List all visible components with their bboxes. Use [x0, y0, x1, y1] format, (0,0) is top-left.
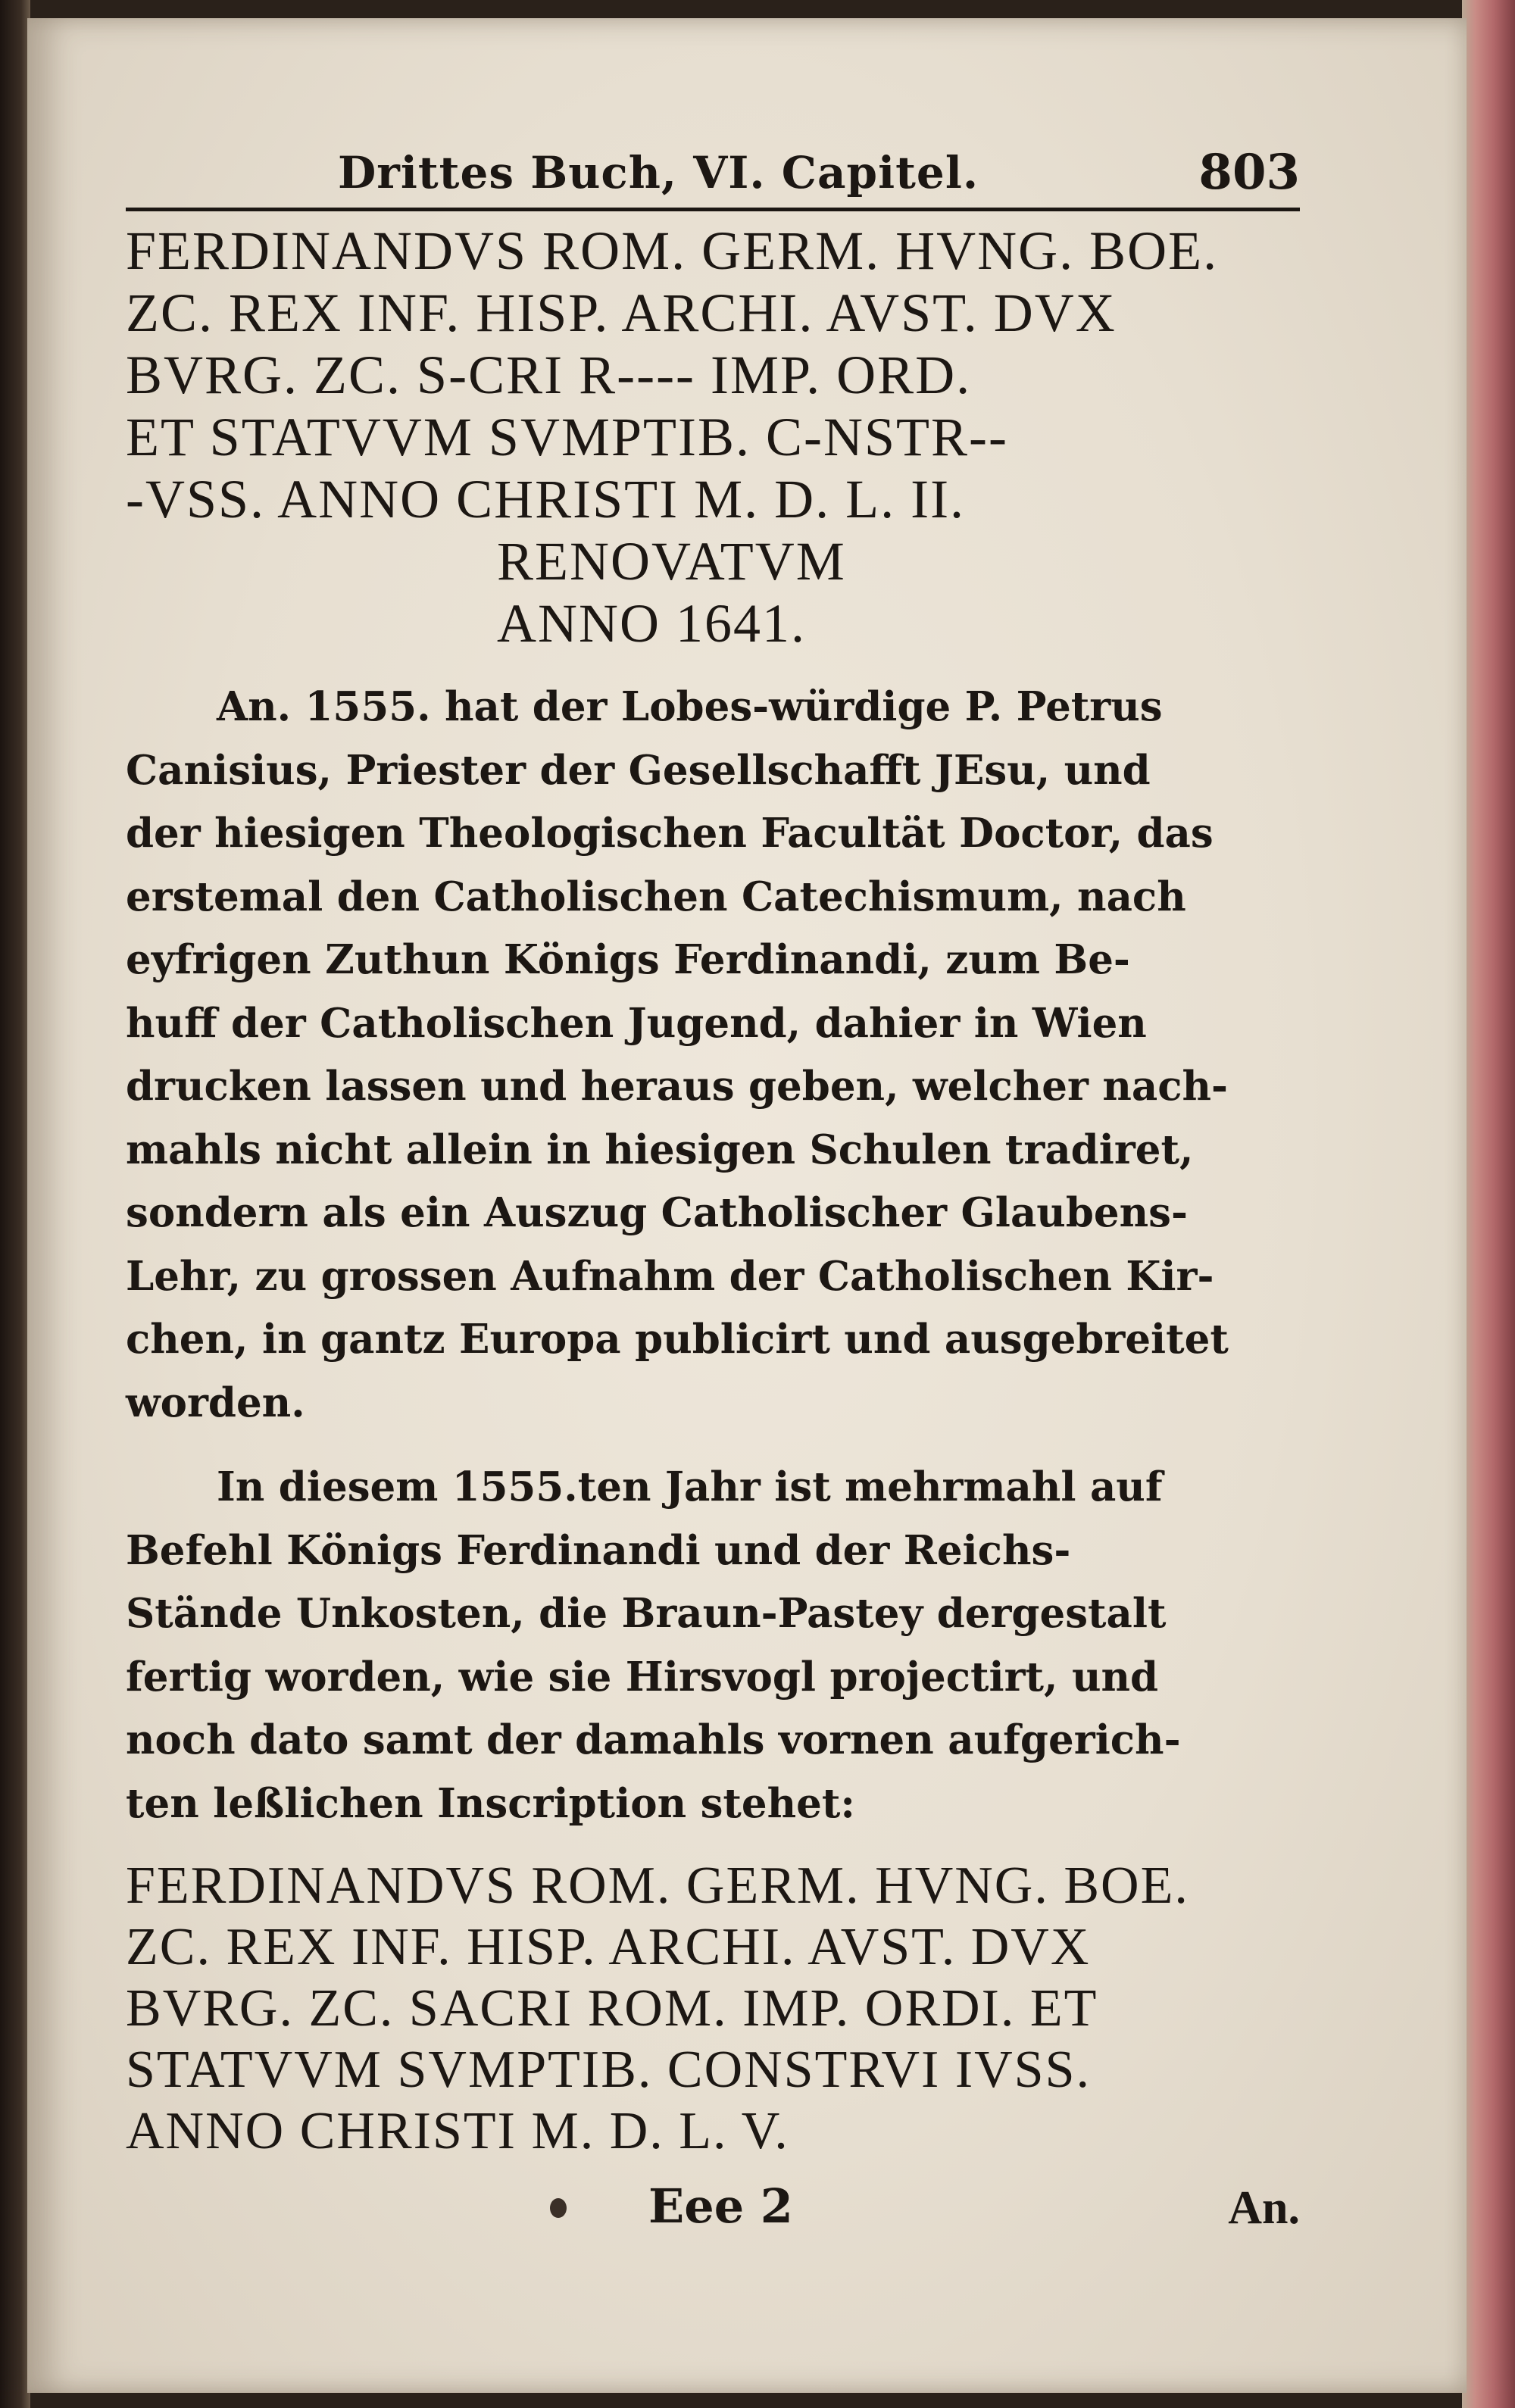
- text-line: sondern als ein Auszug Catholischer Glaubens-: [126, 1189, 1188, 1236]
- inscription-block-2: [126, 1855, 1300, 2162]
- text-line: eyfrigen Zuthun Königs Ferdinandi, zum Be-: [126, 936, 1130, 983]
- text-line: huff der Catholischen Jugend, dahier in Wien: [126, 999, 1147, 1047]
- inscription-line: BVRG. ZC. SACRI ROM. IMP. ORDI. ET: [126, 1979, 1098, 2038]
- text-line: noch dato samt der damahls vornen aufgerich-: [126, 1716, 1181, 1763]
- inscription-line: ZC. REX INF. HISP. ARCHI. AVST. DVX: [126, 1918, 1091, 1976]
- inscription-line: RENOVATVM: [497, 531, 846, 592]
- text-line: In diesem 1555.ten Jahr ist mehrmahl auf: [217, 1463, 1163, 1510]
- ink-blot: [550, 2198, 567, 2218]
- inscription-line: FERDINANDVS ROM. GERM. HVNG. BOE.: [126, 1857, 1189, 1915]
- paragraph-2: [126, 1456, 1300, 1835]
- running-head: [126, 132, 1300, 215]
- text-line: ten leßlichen Inscription stehet:: [126, 1779, 855, 1827]
- inscription-block-1: [126, 220, 1300, 654]
- inscription-line: STATVVM SVMPTIB. CONSTRVI IVSS.: [126, 2041, 1092, 2099]
- book-binding-left: [0, 0, 30, 2408]
- text-line: chen, in gantz Europa publicirt und ausgebreitet: [126, 1316, 1229, 1363]
- paragraph-1: [126, 676, 1300, 1435]
- header-rule: [126, 208, 1300, 211]
- book-page: [27, 18, 1467, 2393]
- inscription-line: BVRG. ZC. S-CRI R---- IMP. ORD.: [126, 345, 972, 405]
- text-line: An. 1555. hat der Lobes-würdige P. Petrus: [217, 683, 1163, 730]
- text-line: fertig worden, wie sie Hirsvogl projectirt, und: [126, 1653, 1159, 1701]
- page-number: 803: [1198, 144, 1300, 201]
- text-line: der hiesigen Theologischen Facultät Doctor, das: [126, 810, 1214, 857]
- text-line: Befehl Königs Ferdinandi und der Reichs-: [126, 1526, 1071, 1574]
- text-line: mahls nicht allein in hiesigen Schulen tradiret,: [126, 1126, 1194, 1173]
- text-line: drucken lassen und heraus geben, welcher nach-: [126, 1063, 1229, 1110]
- page-content: [126, 132, 1300, 2251]
- text-line: Canisius, Priester der Gesellschafft JEsu, und: [126, 746, 1151, 794]
- signature-mark: Eee 2: [648, 2178, 793, 2234]
- inscription-line: ANNO CHRISTI M. D. L. V.: [126, 2102, 789, 2160]
- inscription-line: ZC. REX INF. HISP. ARCHI. AVST. DVX: [126, 283, 1117, 343]
- inscription-line: ANNO 1641.: [497, 593, 806, 654]
- text-line: worden.: [126, 1379, 305, 1426]
- text-line: erstemal den Catholischen Catechismum, nach: [126, 873, 1186, 920]
- text-line: Lehr, zu grossen Aufnahm der Catholischen Kir-: [126, 1252, 1214, 1300]
- running-title: Drittes Buch, VI. Capitel.: [338, 147, 979, 198]
- book-edge-right: [1462, 0, 1515, 2408]
- inscription-line: FERDINANDVS ROM. GERM. HVNG. BOE.: [126, 220, 1219, 281]
- page-footer: [126, 2175, 1300, 2251]
- inscription-line: ET STATVVM SVMPTIB. C-NSTR--: [126, 407, 1009, 467]
- inscription-line: -VSS. ANNO CHRISTI M. D. L. II.: [126, 469, 966, 529]
- catchword: An.: [1228, 2182, 1300, 2234]
- text-line: Stände Unkosten, die Braun-Pastey dergestalt: [126, 1590, 1167, 1637]
